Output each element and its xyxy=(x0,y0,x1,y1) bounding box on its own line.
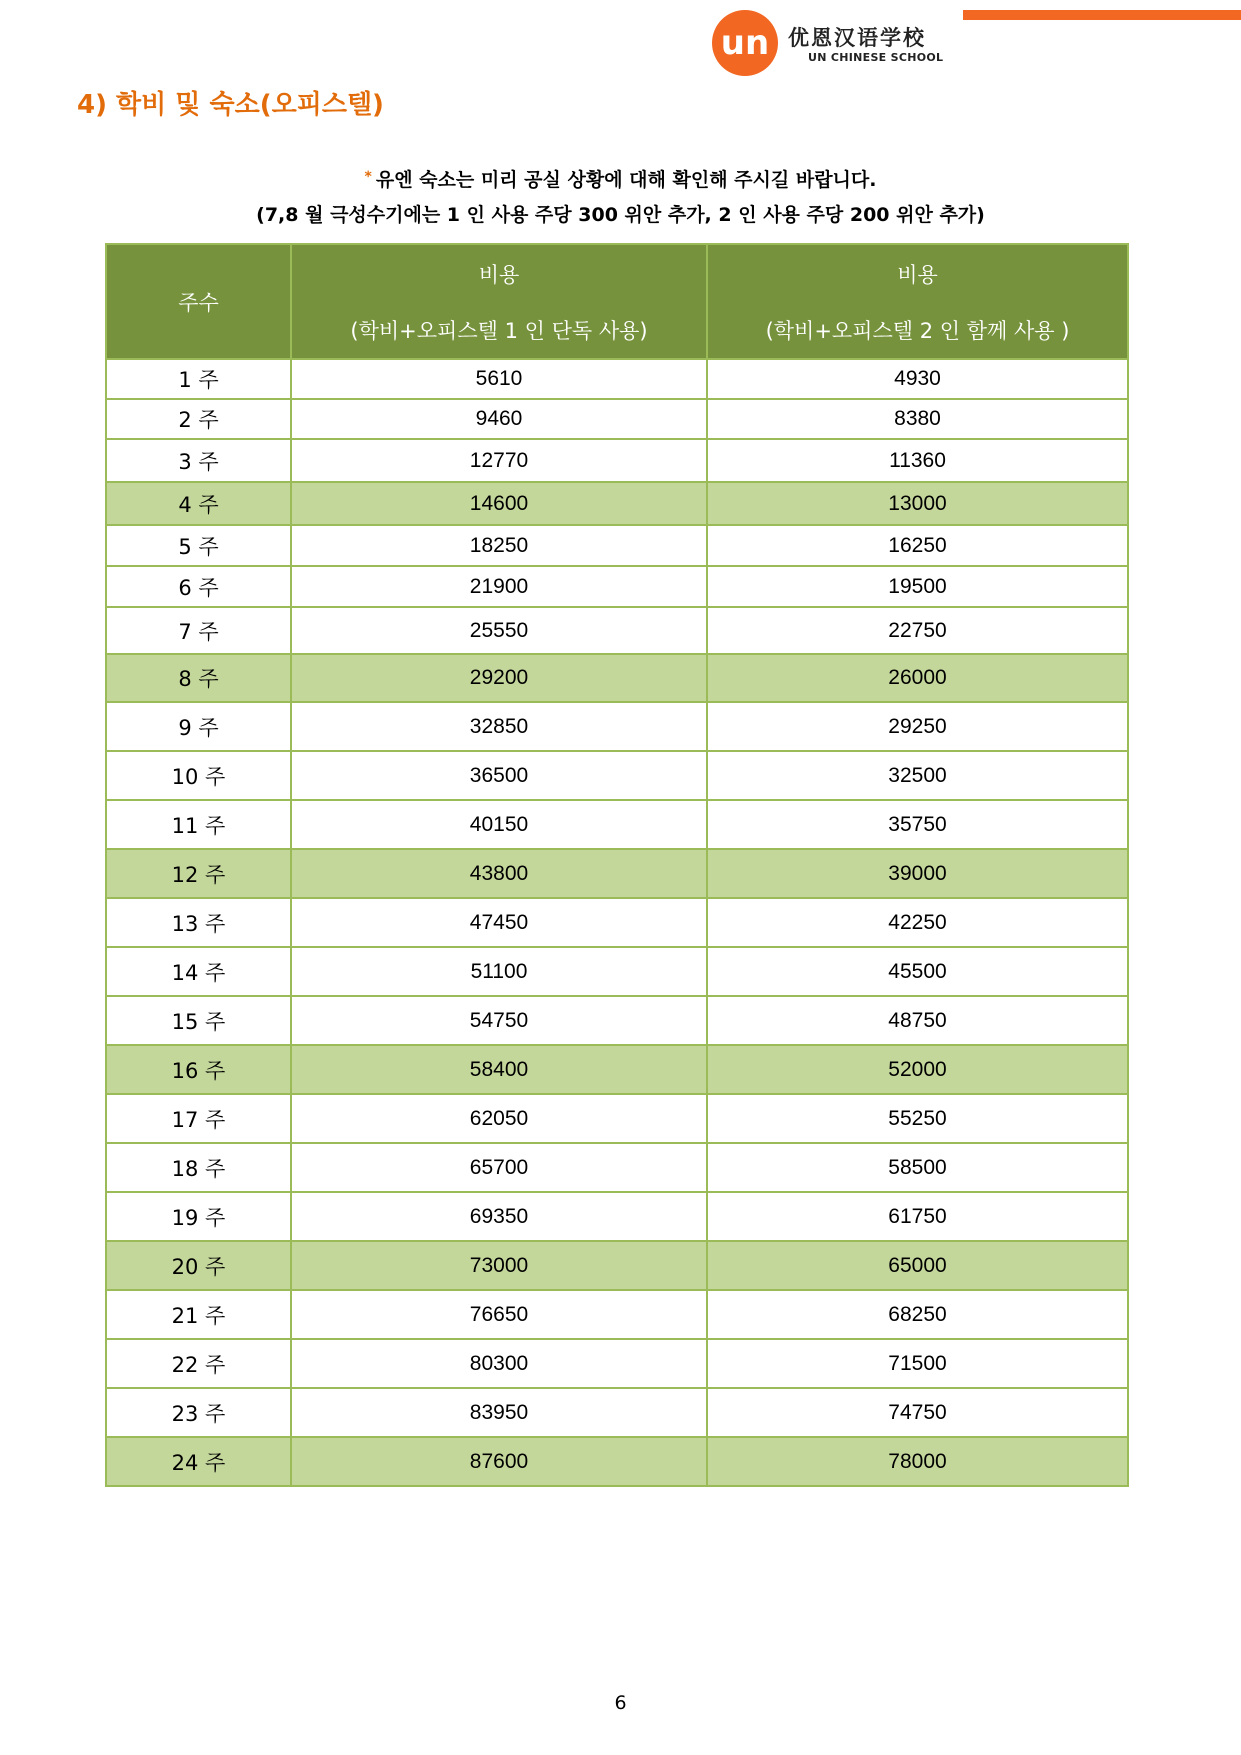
table-row xyxy=(106,439,1128,482)
double-cost-cell: 35750 xyxy=(707,800,1128,849)
section-title: 4) 학비 및 숙소(오피스텔) xyxy=(77,90,384,120)
single-cost-cell: 47450 xyxy=(291,898,707,947)
table-row xyxy=(106,1290,1128,1339)
single-cost-cell: 25550 xyxy=(291,607,707,654)
double-cost-cell: 68250 xyxy=(707,1290,1128,1339)
double-cost-cell: 52000 xyxy=(707,1045,1128,1094)
svg-text:un: un xyxy=(720,23,770,63)
single-cost-cell: 14600 xyxy=(291,482,707,525)
week-cell: 6 주 xyxy=(106,566,291,607)
week-cell: 3 주 xyxy=(106,439,291,482)
double-cost-cell: 22750 xyxy=(707,607,1128,654)
table-row xyxy=(106,898,1128,947)
table-row xyxy=(106,1143,1128,1192)
single-cost-cell: 65700 xyxy=(291,1143,707,1192)
header-double-title: 비용 xyxy=(897,262,938,287)
single-cost-cell: 69350 xyxy=(291,1192,707,1241)
logo-name: 优恩汉语学校 xyxy=(788,26,926,50)
week-cell: 9 주 xyxy=(106,702,291,751)
table-row xyxy=(106,654,1128,702)
notice-line-1 xyxy=(0,165,1241,192)
table-row xyxy=(106,607,1128,654)
logo-subtitle: UN CHINESE SCHOOL xyxy=(808,51,944,64)
week-cell: 24 주 xyxy=(106,1437,291,1486)
double-cost-cell: 48750 xyxy=(707,996,1128,1045)
double-cost-cell: 26000 xyxy=(707,654,1128,702)
table-row xyxy=(106,1045,1128,1094)
week-cell: 14 주 xyxy=(106,947,291,996)
table-row xyxy=(106,947,1128,996)
table-row xyxy=(106,1388,1128,1437)
double-cost-cell: 8380 xyxy=(707,399,1128,439)
single-cost-cell: 12770 xyxy=(291,439,707,482)
single-cost-cell: 62050 xyxy=(291,1094,707,1143)
double-cost-cell: 16250 xyxy=(707,525,1128,566)
table-row xyxy=(106,482,1128,525)
table-row xyxy=(106,1192,1128,1241)
double-cost-cell: 74750 xyxy=(707,1388,1128,1437)
double-cost-cell: 32500 xyxy=(707,751,1128,800)
week-cell: 18 주 xyxy=(106,1143,291,1192)
header-double-sub: (학비+오피스텔 2 인 함께 사용 ) xyxy=(765,318,1070,343)
table-row xyxy=(106,849,1128,898)
single-cost-cell: 83950 xyxy=(291,1388,707,1437)
single-cost-cell: 18250 xyxy=(291,525,707,566)
double-cost-cell: 13000 xyxy=(707,482,1128,525)
notice-marker: * xyxy=(364,169,372,185)
double-cost-cell: 39000 xyxy=(707,849,1128,898)
logo-mark xyxy=(712,10,778,76)
table-row xyxy=(106,399,1128,439)
table-row xyxy=(106,359,1128,399)
single-cost-cell: 80300 xyxy=(291,1339,707,1388)
single-cost-cell: 9460 xyxy=(291,399,707,439)
week-cell: 21 주 xyxy=(106,1290,291,1339)
header-single-title: 비용 xyxy=(478,262,520,287)
double-cost-cell: 61750 xyxy=(707,1192,1128,1241)
single-cost-cell: 40150 xyxy=(291,800,707,849)
double-cost-cell: 4930 xyxy=(707,359,1128,399)
single-cost-cell: 87600 xyxy=(291,1437,707,1486)
single-cost-cell: 54750 xyxy=(291,996,707,1045)
double-cost-cell: 45500 xyxy=(707,947,1128,996)
week-cell: 10 주 xyxy=(106,751,291,800)
single-cost-cell: 73000 xyxy=(291,1241,707,1290)
notice-line-2: (7,8 월 극성수기에는 1 인 사용 주당 300 위안 추가, 2 인 사용 주당 200 위안 추가) xyxy=(256,204,985,226)
week-cell: 1 주 xyxy=(106,359,291,399)
double-cost-cell: 11360 xyxy=(707,439,1128,482)
double-cost-cell: 19500 xyxy=(707,566,1128,607)
week-cell: 8 주 xyxy=(106,654,291,702)
double-cost-cell: 55250 xyxy=(707,1094,1128,1143)
header-weeks: 주수 xyxy=(106,244,291,359)
school-logo xyxy=(712,10,952,76)
week-cell: 5 주 xyxy=(106,525,291,566)
single-cost-cell: 21900 xyxy=(291,566,707,607)
header-single-sub: (학비+오피스텔 1 인 단독 사용) xyxy=(350,318,648,343)
page-number: 6 xyxy=(614,1692,627,1714)
double-cost-cell: 29250 xyxy=(707,702,1128,751)
week-cell: 4 주 xyxy=(106,482,291,525)
table-row xyxy=(106,525,1128,566)
table-header-row xyxy=(106,244,1128,359)
week-cell: 20 주 xyxy=(106,1241,291,1290)
week-cell: 22 주 xyxy=(106,1339,291,1388)
single-cost-cell: 43800 xyxy=(291,849,707,898)
table-row xyxy=(106,1094,1128,1143)
single-cost-cell: 29200 xyxy=(291,654,707,702)
header-double-room xyxy=(707,244,1128,359)
double-cost-cell: 42250 xyxy=(707,898,1128,947)
table-row xyxy=(106,751,1128,800)
single-cost-cell: 51100 xyxy=(291,947,707,996)
fee-table-body xyxy=(106,359,1128,1486)
fee-table xyxy=(105,243,1129,1487)
table-row xyxy=(106,1437,1128,1486)
double-cost-cell: 65000 xyxy=(707,1241,1128,1290)
week-cell: 16 주 xyxy=(106,1045,291,1094)
table-row xyxy=(106,702,1128,751)
single-cost-cell: 32850 xyxy=(291,702,707,751)
header-single-room xyxy=(291,244,707,359)
table-row xyxy=(106,1339,1128,1388)
table-row xyxy=(106,996,1128,1045)
table-row xyxy=(106,800,1128,849)
week-cell: 2 주 xyxy=(106,399,291,439)
single-cost-cell: 36500 xyxy=(291,751,707,800)
week-cell: 12 주 xyxy=(106,849,291,898)
top-accent-bar xyxy=(963,10,1241,20)
double-cost-cell: 58500 xyxy=(707,1143,1128,1192)
notice-text-1: 유엔 숙소는 미리 공실 상황에 대해 확인해 주시길 바랍니다. xyxy=(375,169,877,191)
single-cost-cell: 76650 xyxy=(291,1290,707,1339)
single-cost-cell: 58400 xyxy=(291,1045,707,1094)
week-cell: 15 주 xyxy=(106,996,291,1045)
single-cost-cell: 5610 xyxy=(291,359,707,399)
week-cell: 11 주 xyxy=(106,800,291,849)
week-cell: 23 주 xyxy=(106,1388,291,1437)
week-cell: 19 주 xyxy=(106,1192,291,1241)
week-cell: 13 주 xyxy=(106,898,291,947)
double-cost-cell: 78000 xyxy=(707,1437,1128,1486)
table-row xyxy=(106,1241,1128,1290)
week-cell: 7 주 xyxy=(106,607,291,654)
table-row xyxy=(106,566,1128,607)
week-cell: 17 주 xyxy=(106,1094,291,1143)
double-cost-cell: 71500 xyxy=(707,1339,1128,1388)
